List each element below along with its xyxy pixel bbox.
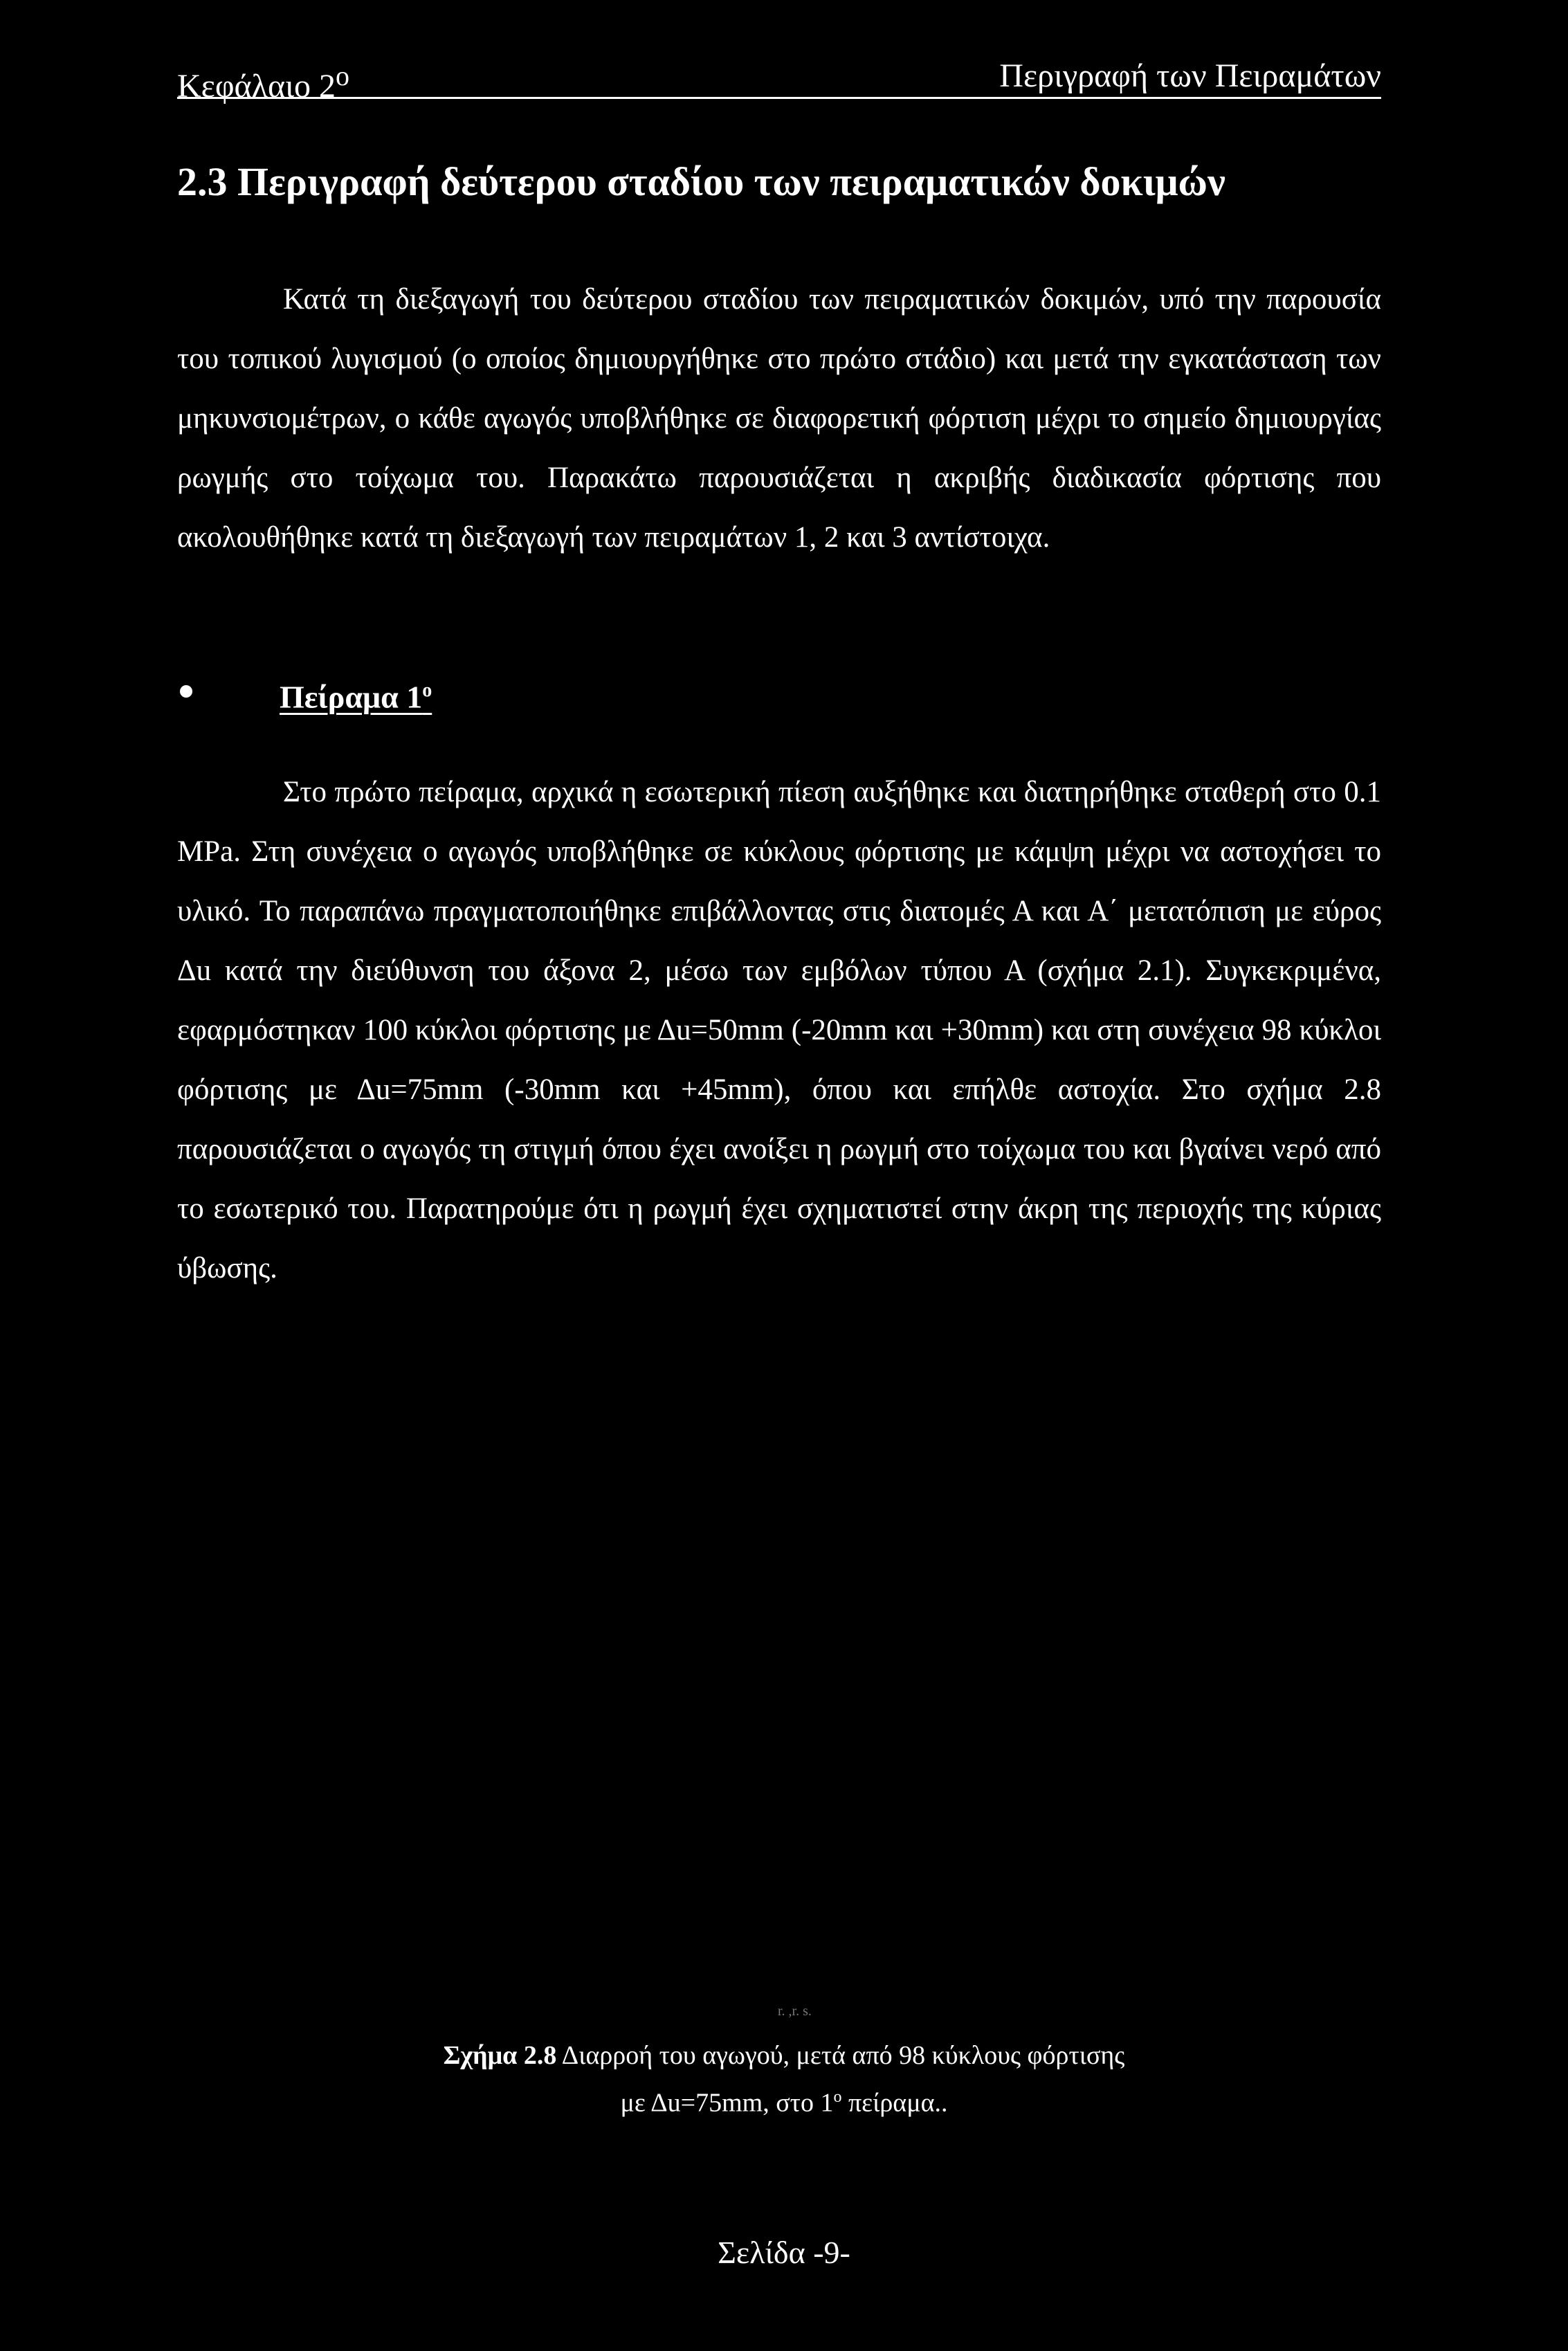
- figure-label: Σχήμα 2.8: [443, 2041, 557, 2070]
- bullet-icon: [180, 685, 192, 698]
- caption-line-2: [0, 2076, 1568, 2124]
- chapter-superscript: ο: [336, 60, 350, 91]
- experiment-paragraph: [177, 763, 1381, 1298]
- running-header-section: Περιγραφή των Πειραμάτων: [999, 57, 1381, 94]
- figure-mark: r. ,r. s.: [778, 2004, 812, 2019]
- running-header-chapter: [177, 55, 349, 107]
- intro-paragraph-text: Κατά τη διεξαγωγή του δεύτερου σταδίου των πειραματικών δοκιμών, υπό την παρουσία του τοπικού λυγισμού (ο οποίος δημιουργήθηκε στο πρώτο στάδιο) και μετά την εγκατάσταση των μηκυνσιομέτρων, ο κάθε αγωγός υποβλήθηκε σε διαφορετική φόρτιση μέχρι το σημείο δημιουργίας ρωγμής στο τοίχωμα του. Παρακάτω παρουσιάζεται η ακριβής διαδικασία φόρτισης που ακολουθήθηκε κατά τη διεξαγωγή των πειραμάτων 1, 2 και 3 αντίστοιχα.: [177, 283, 1381, 554]
- caption-line-2-text-b: πείραμα..: [841, 2088, 948, 2118]
- caption-superscript: ο: [833, 2088, 842, 2106]
- figure-caption: [0, 2035, 1568, 2124]
- page-number: Σελίδα -9-: [718, 2235, 850, 2270]
- experiment-title-superscript: ο: [422, 680, 432, 701]
- chapter-label: Κεφάλαιο 2: [177, 68, 336, 105]
- section-title: 2.3 Περιγραφή δεύτερου σταδίου των πειραματικών δοκιμών: [177, 159, 1225, 204]
- experiment-title: [280, 670, 432, 718]
- caption-line-1: [0, 2035, 1568, 2076]
- experiment-paragraph-text: Στο πρώτο πείραμα, αρχικά η εσωτερική πίεση αυξήθηκε και διατηρήθηκε σταθερή στο 0.1 MPa. Στη συνέχεια ο αγωγός υποβλήθηκε σε κύκλους φόρτισης με κάμψη μέχρι να αστοχήσει το υλικό. Το παραπάνω πραγματοποιήθηκε επιβάλλοντας στις διατομές Α και Α΄ μετατόπιση με εύρος Δu κατά την διεύθυνση του άξονα 2, μέσω των εμβόλων τύπου Α (σχήμα 2.1). Συγκεκριμένα, εφαρμόστηκαν 100 κύκλοι φόρτισης με Δu=50mm (-20mm και +30mm) και στη συνέχεια 98 κύκλοι φόρτισης με Δu=75mm (-30mm και +45mm), όπου και επήλθε αστοχία. Στο σχήμα 2.8 παρουσιάζεται ο αγωγός τη στιγμή όπου έχει ανοίξει η ρωγμή στο τοίχωμα του και βγαίνει νερό από το εσωτερικό του. Παρατηρούμε ότι η ρωγμή έχει σχηματιστεί στην άκρη της περιοχής της κύριας ύβωσης.: [177, 776, 1381, 1285]
- experiment-title-text: Πείραμα 1: [280, 679, 423, 715]
- caption-line-2-text-a: με Δu=75mm, στο 1: [620, 2088, 834, 2118]
- header-rule: [177, 97, 1381, 99]
- intro-paragraph: [177, 270, 1381, 568]
- figure-image: [177, 1384, 1381, 2007]
- caption-line-1-text: Διαρροή του αγωγού, μετά από 98 κύκλους φόρτισης: [556, 2041, 1125, 2070]
